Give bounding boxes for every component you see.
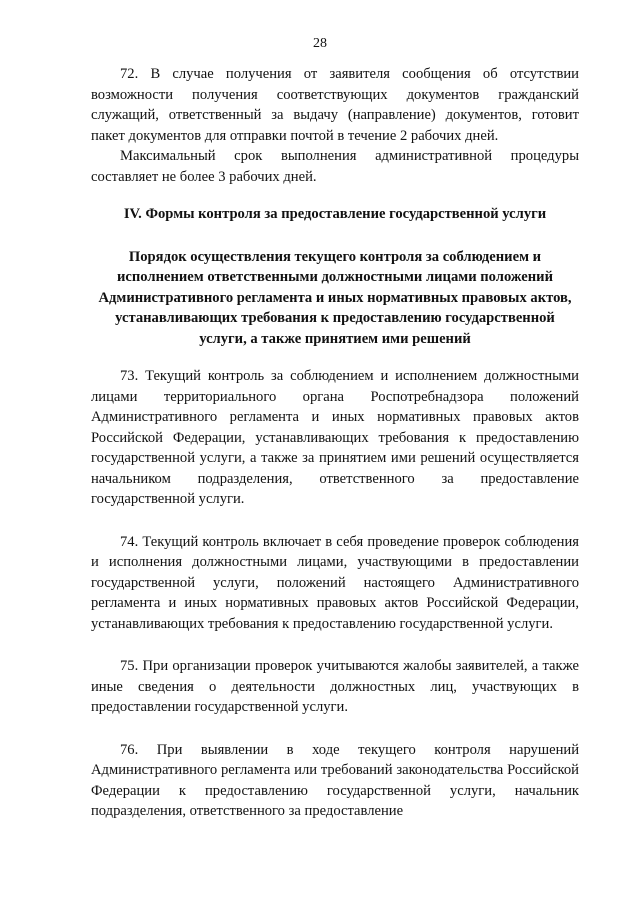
paragraph-73: 73. Текущий контроль за соблюдением и исполнением должностными лицами территориального органа Роспотребнадзора положений Административного регламента и иных нормативных правовых актов Российской Федерации, устанавливающих требования к предоставлению государственной услуги, а также за принятием ими решений осуществляется начальником подразделения, ответственного за предоставление государственной услуги. <box>91 368 579 507</box>
paragraph-76: 76. При выявлении в ходе текущего контроля нарушений Административного регламента или требований законодательства Российской Федерации к предоставлению государственной услуги, начальник подразделения, ответственного за предоставление <box>91 741 579 819</box>
subsection-title: Порядок осуществления текущего контроля за соблюдением и исполнением ответственными должностными лицами положений Административного регламента и иных нормативных правовых актов, устанавливающих требования к предоставлению государственной услуги, а также принятием ими решений <box>98 248 572 347</box>
section-title: IV. Формы контроля за предоставление государственной услуги <box>123 206 547 222</box>
paragraph-75: 75. При организации проверок учитываются жалобы заявителей, а также иные сведения о деятельности должностных лиц, участвующих в предоставлении государственной услуги. <box>91 658 579 715</box>
paragraph-72: 72. В случае получения от заявителя сообщения об отсутствии возможности получения соответствующих документов гражданский служащий, ответственный за выдачу (направление) документов, готовит пакет документов для отправки почтой в течение 2 рабочих дней. <box>91 66 579 144</box>
paragraph-max-duration: Максимальный срок выполнения административной процедуры составляет не более 3 рабочих дней. <box>91 148 579 185</box>
paragraph-74: 74. Текущий контроль включает в себя проведение проверок соблюдения и исполнения должностными лицами, участвующими в предоставлении государственной услуги, положений настоящего Административного регламента и иных нормативных правовых актов Российской Федерации, устанавливающих требования к предоставлению государственной услуги. <box>91 533 579 632</box>
page-number: 28 <box>313 36 327 51</box>
document-body <box>91 64 579 822</box>
